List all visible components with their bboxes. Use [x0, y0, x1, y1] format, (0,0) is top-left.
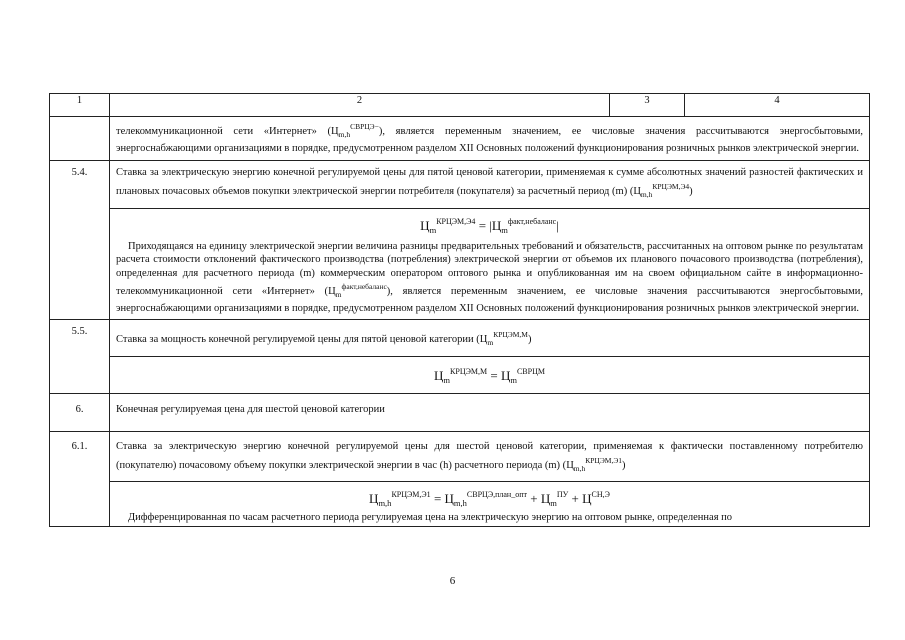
text-segment: ), является переменным значением, ее числовые значения рассчитываются энергосбытовыми, энергоснабжающими организациями в порядке, предусмотренном разделом XII Основных положений функционирования розничных рынков электрической энергии. [116, 286, 864, 314]
symbol-ts: Ц [420, 218, 430, 233]
symbol-ts: Ц [566, 459, 574, 471]
row-5-4-formula [50, 209, 870, 320]
row-6-1-description-cell [110, 432, 870, 482]
text-segment: ) [689, 185, 693, 197]
subscript: m,h [640, 189, 653, 199]
symbol-ts: Ц [434, 367, 444, 383]
tariff-table [49, 93, 870, 527]
superscript: факт,небаланс [341, 282, 387, 291]
subscript: m [501, 225, 508, 235]
row-5-5-formula-cell [110, 356, 870, 394]
formula-6-1 [110, 482, 869, 511]
equals-sign: = | [475, 218, 492, 233]
subscript: m,h [453, 498, 467, 508]
row-5-4-title [50, 161, 870, 209]
text-segment: ) [527, 334, 532, 345]
subscript: m [429, 225, 437, 235]
superscript: КРЦЭМ,М [450, 366, 488, 376]
symbol-ts: Ц [491, 218, 502, 233]
text-segment: телекоммуникационной сети «Интернет» ( [116, 126, 332, 137]
superscript: СВРЦЭ− [350, 122, 379, 131]
plus-sign: + [526, 491, 541, 506]
subscript: m,h [573, 463, 586, 473]
superscript: СН,Э [591, 490, 610, 499]
row-6-description-cell [110, 394, 870, 432]
text-segment: Приходящаяся на единицу электрической энергии величина разницы предварительных требований и обязательств, рассчитанных на оптовом рынке по результатам расчета стоимости отклонений фактического производства (потребления) электрической энергии от объемов их планового почасового производства (потребления), определенная для расчетного периода (m) коммерческим оператором оптового рынка и опубликованная им на своем официальном сайте в информационно-телекоммуникационной сети «Интернет» ( [116, 240, 863, 297]
symbol-ts: Ц [444, 491, 454, 506]
symbol-ts: Ц [331, 126, 339, 137]
symbol-ts: Ц [328, 286, 336, 297]
equals-sign: = [487, 367, 501, 383]
row-6-1-formula-cell [110, 482, 870, 527]
continuation-row [50, 117, 870, 161]
subscript: m [550, 498, 557, 508]
subscript: m,h [378, 498, 392, 508]
column-number-3: 3 [610, 94, 685, 117]
row-6-1-description [110, 432, 869, 481]
subscript: m [487, 338, 494, 347]
row-6-1-formula [50, 482, 870, 527]
superscript: КРЦЭМ,Э4 [436, 217, 476, 226]
column-number-row [50, 94, 870, 117]
plus-sign: + [568, 491, 583, 506]
symbol-ts: Ц [582, 491, 592, 506]
symbol-ts: Ц [479, 334, 488, 345]
row-number-5-4: 5.4. [50, 161, 110, 320]
continuation-text [110, 117, 869, 160]
abs-bar: | [556, 218, 559, 233]
column-number-4: 4 [685, 94, 870, 117]
row-5-4-description [110, 161, 869, 208]
row-number-6-1: 6.1. [50, 432, 110, 527]
row-6 [50, 394, 870, 432]
superscript: КРЦЭМ,Э4 [652, 181, 690, 191]
symbol-ts: Ц [500, 367, 511, 383]
text-segment: Ставка за мощность конечной регулируемой цены для пятой ценовой категории ( [116, 334, 480, 345]
symbol-ts: Ц [540, 491, 551, 506]
superscript: СВРЦЭ,план_опт [466, 490, 527, 499]
subscript: m [335, 290, 342, 299]
row-number-6: 6. [50, 394, 110, 432]
continuation-cell [110, 117, 870, 161]
row-5-4-formula-cell [110, 209, 870, 320]
symbol-ts: Ц [633, 185, 641, 197]
row-number-5-5: 5.5. [50, 320, 110, 394]
superscript: КРЦЭМ,Э1 [391, 490, 431, 499]
symbol-ts: Ц [369, 491, 379, 506]
row-number-empty [50, 117, 110, 161]
column-number-1: 1 [50, 94, 110, 117]
row-6-1-title [50, 432, 870, 482]
superscript: ПУ [556, 490, 569, 499]
formula-5-5 [110, 357, 869, 394]
equals-sign: = [430, 491, 445, 506]
row-5-5-title [50, 320, 870, 357]
subscript: m,h [338, 130, 351, 139]
superscript: КРЦЭМ,Э1 [585, 455, 623, 465]
text-segment: Ставка за электрическую энергию конечной регулируемой цены для шестой ценовой категории, применяемая к фактически поставленному потребителю (покупателю) почасовому объему покупки электрической энергии в час (h) расчетного периода (m) ( [116, 441, 863, 471]
superscript: факт,небаланс [507, 217, 557, 226]
subscript: m [510, 374, 517, 385]
text-segment: Ставка за электрическую энергию конечной регулируемой цены для пятой ценовой категории, применяемая к сумме абсолютных значений разностей фактических и плановых почасовых объемов покупки электрической энергии потребителя (покупателя) за расчетный период (m) ( [116, 167, 863, 197]
superscript: КРЦЭМ,М [493, 330, 528, 339]
column-number-2: 2 [110, 94, 610, 117]
text-segment: ), является переменным значением, ее числовые значения рассчитываются энергосбытовыми, энергоснабжающими организациями в порядке, предусмотренном разделом XII Основных положений функционирования розничных рынков электрической энергии. [116, 126, 864, 154]
row-5-4-explanation [110, 240, 869, 320]
subscript: m [443, 374, 451, 385]
page-number: 6 [449, 575, 456, 587]
text-segment: ) [622, 459, 626, 471]
row-5-5-formula [50, 356, 870, 394]
row-5-4-description-cell [110, 161, 870, 209]
superscript: СВРЦМ [516, 366, 545, 376]
row-5-5-description-cell [110, 320, 870, 357]
row-6-description: Конечная регулируемая цена для шестой ценовой категории [116, 404, 385, 415]
row-5-5-description [110, 320, 869, 356]
formula-5-4 [110, 209, 869, 240]
row-6-1-tail: Дифференцированная по часам расчетного периода регулируемая цена на электрическую энергию на оптовом рынке, определенная по [128, 511, 733, 523]
